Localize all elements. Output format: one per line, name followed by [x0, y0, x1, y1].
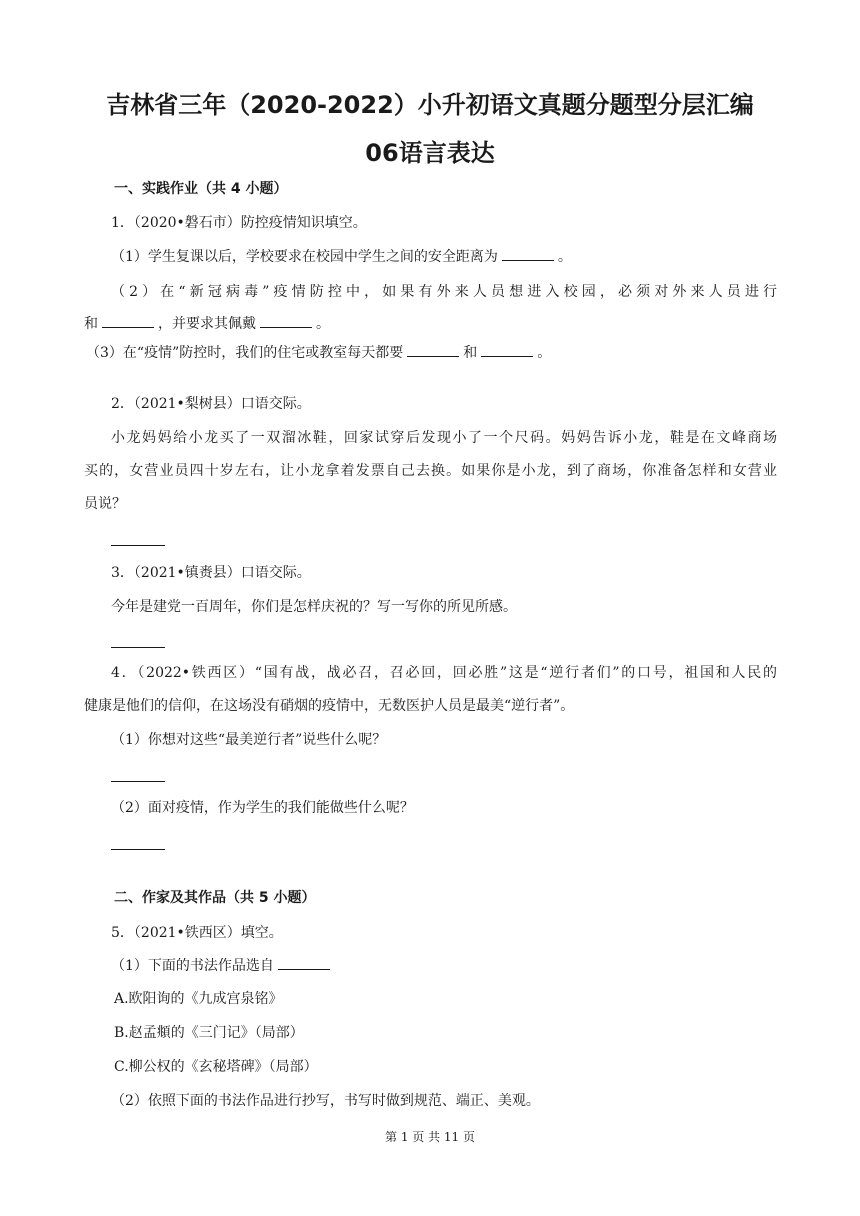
question-1-stem: 1．（2020•磐石市）防控疫情知识填空。	[111, 215, 367, 231]
question-4-part-1: （1）你想对这些“最美逆行者”说些什么呢？	[111, 732, 387, 748]
question-1-part-1: （1）学生复课以后，学校要求在校园中学生之间的安全距离为 。	[111, 246, 804, 268]
answer-line[interactable]	[111, 544, 165, 546]
answer-blank[interactable]	[260, 313, 312, 328]
question-1-part-2-line-1: （2）在“新冠病毒”疫情防控中，如果有外来人员想进入校园，必须对外来人员进行	[111, 284, 777, 300]
section-heading-1: 一、实践作业（共 4 小题）	[114, 181, 288, 197]
question-4-stem-line-2: 健康是他们的信仰，在这场没有硝烟的疫情中，无数医护人员是最美“逆行者”。	[84, 698, 575, 714]
question-5-part-2: （2）依照下面的书法作品进行抄写，书写时做到规范、端正、美观。	[111, 1093, 540, 1109]
question-5-part-1: （1）下面的书法作品选自	[111, 955, 804, 977]
answer-line[interactable]	[111, 646, 165, 648]
question-2-body-line-2: 买的，女营业员四十岁左右，让小龙拿着发票自己去换。如果你是小龙，到了商场，你准备怎样和女营业	[84, 463, 777, 479]
answer-line[interactable]	[111, 848, 165, 850]
answer-line[interactable]	[111, 780, 165, 782]
question-1-part-2-line-2: 和 ，并要求其佩戴 。	[84, 313, 777, 335]
question-4-stem-line-1: 4．（2022•铁西区）“国有战，战必召，召必回，回必胜”这是“逆行者们”的口号，祖国和人民的	[111, 665, 777, 681]
answer-blank[interactable]	[102, 313, 154, 328]
option-c: C.柳公权的《玄秘塔碑》（局部）	[114, 1059, 318, 1075]
question-3-body: 今年是建党一百周年，你们是怎样庆祝的？写一写你的所见所感。	[111, 599, 517, 615]
question-2-body-line-3: 员说？	[84, 496, 126, 512]
option-a: A.欧阳询的《九成宫泉铭》	[114, 991, 283, 1007]
question-2-stem: 2．（2021•梨树县）口语交际。	[111, 396, 311, 412]
question-1-part-3: （3）在“疫情”防控时，我们的住宅或教室每天都要 和 。	[86, 342, 779, 364]
option-b: B.赵孟頫的《三门记》（局部）	[114, 1025, 304, 1041]
page-footer: 第 1 页 共 11 页	[385, 1130, 475, 1144]
answer-blank[interactable]	[481, 342, 533, 357]
question-4-part-2: （2）面对疫情，作为学生的我们能做些什么呢？	[111, 800, 414, 816]
section-heading-2: 二、作家及其作品（共 5 小题）	[114, 890, 316, 906]
question-2-body-line-1: 小龙妈妈给小龙买了一双溜冰鞋，回家试穿后发现小了一个尺码。妈妈告诉小龙，鞋是在文峰商场	[111, 430, 777, 446]
question-3-stem: 3．（2021•镇赉县）口语交际。	[111, 565, 311, 581]
document-title: 吉林省三年（2020-2022）小升初语文真题分题型分层汇编	[106, 91, 754, 119]
question-5-stem: 5．（2021•铁西区）填空。	[111, 925, 283, 941]
answer-blank[interactable]	[407, 342, 459, 357]
document-subtitle: 06语言表达	[365, 139, 495, 167]
answer-blank[interactable]	[502, 246, 554, 261]
answer-blank[interactable]	[278, 955, 330, 970]
